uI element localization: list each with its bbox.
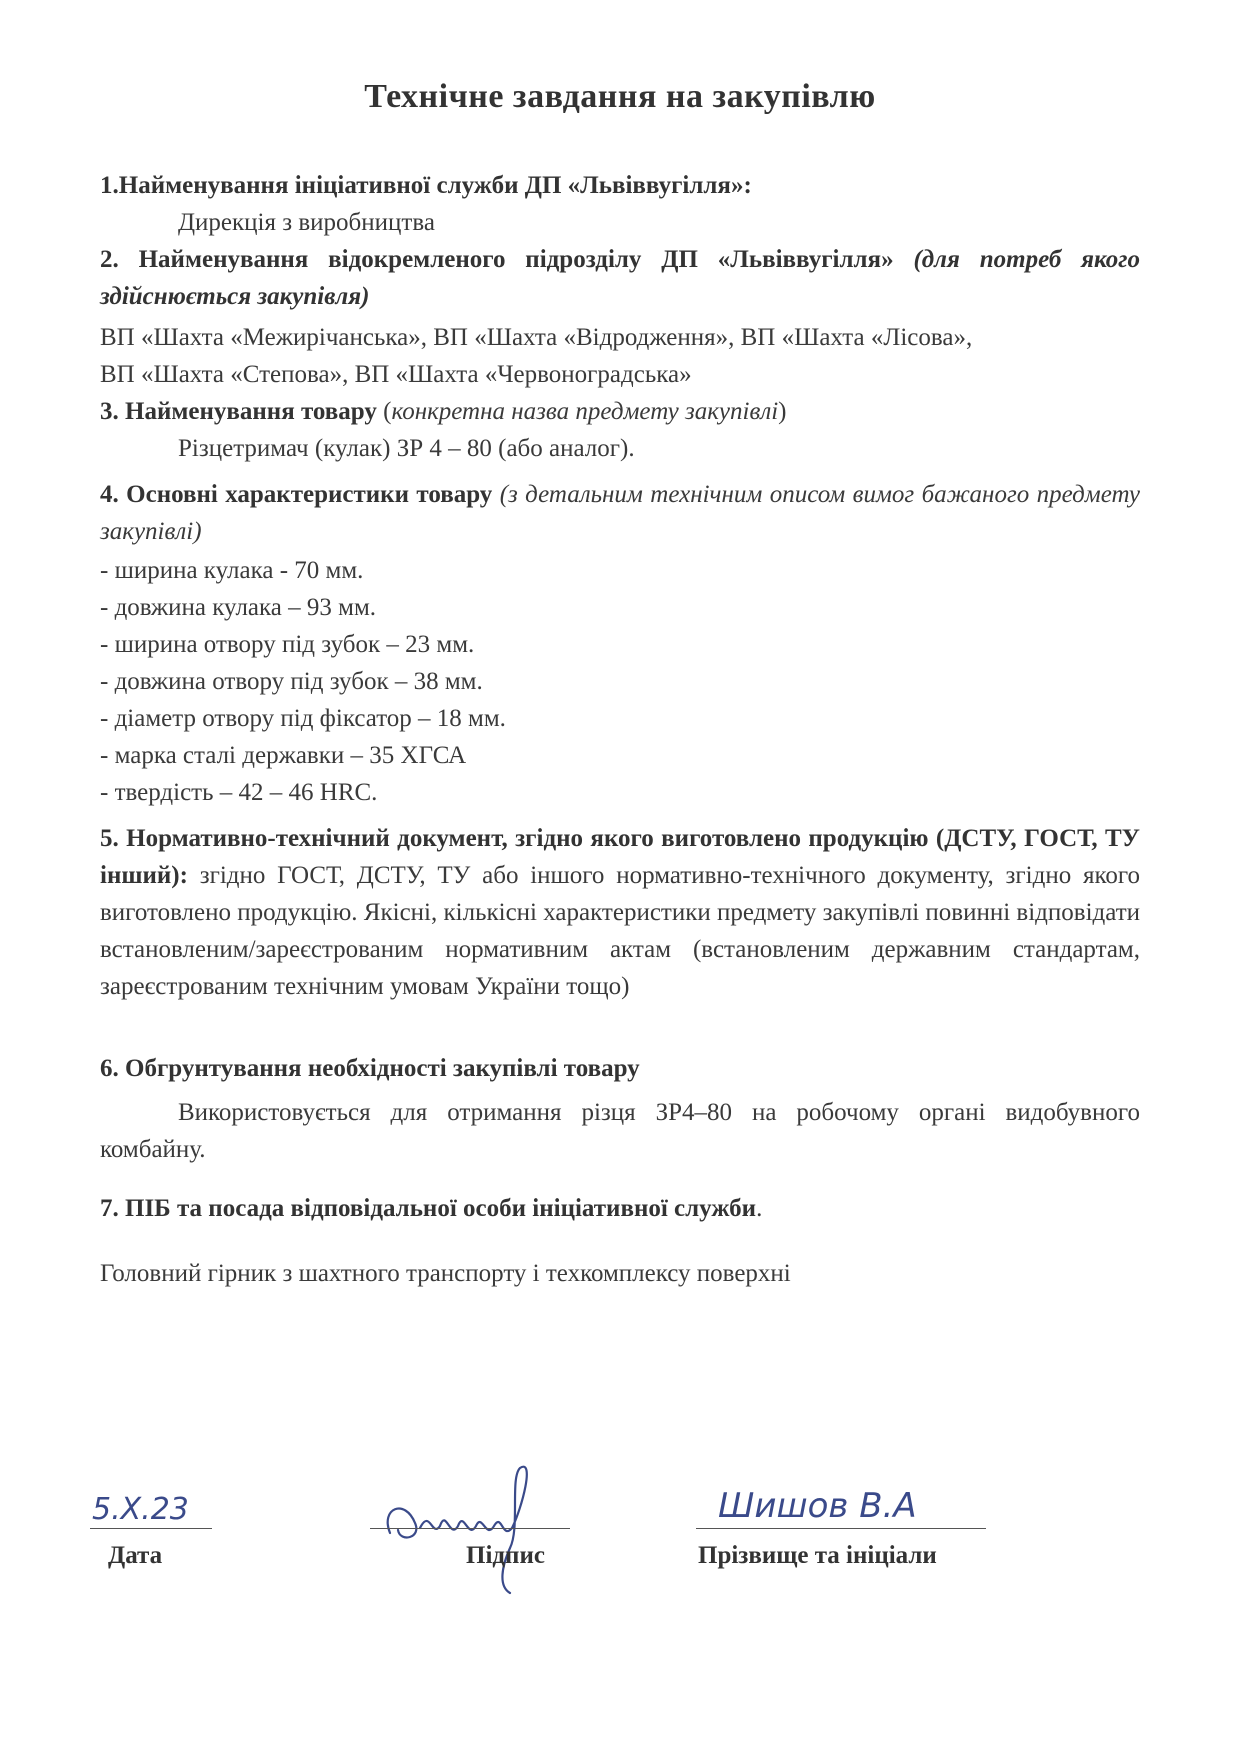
section-1 — [100, 167, 1140, 241]
section-1-heading: 1.Найменування ініціативної служби ДП «Львіввугілля»: — [100, 172, 752, 199]
date-line — [90, 1528, 212, 1529]
list-item: - марка сталі державки – 35 ХГСА — [100, 742, 467, 769]
handwritten-name: Шишов В.А — [718, 1486, 917, 1526]
signature-label: Підпис — [466, 1542, 545, 1569]
section-2-value-line-1: ВП «Шахта «Межирічанська», ВП «Шахта «Відродження», ВП «Шахта «Лісова», — [100, 324, 973, 351]
section-6-heading: 6. Обгрунтування необхідності закупівлі товару — [100, 1055, 640, 1082]
list-item: - твердість – 42 – 46 HRC. — [100, 779, 378, 806]
section-6-text: Використовується для отримання різця ЗР4–80 на робочому органі видобувного комбайну. — [100, 1099, 1140, 1163]
section-5-text: згідно ГОСТ, ДСТУ, ТУ або іншого нормативно-технічного документу, згідно якого виготовлено продукцію. Якісні, кількісні характеристики предмету закупівлі повинні відповідати встановленим/зареєстрованим нормативним актам (встановленим державним стандартам, зареєстрованим технічним умовам України тощо) — [100, 862, 1141, 1000]
list-item: - довжина отвору під зубок – 38 мм. — [100, 668, 483, 695]
section-1-value: Дирекція з виробництва — [178, 209, 435, 236]
section-5-heading: 5. Нормативно-технічний документ, згідно якого виготовлено продукцію (ДСТУ, ГОСТ, ТУ інший): — [100, 825, 1140, 889]
section-2-note: (для потреб якого здійснюється закупівля) — [100, 246, 1141, 310]
signature-line — [370, 1528, 570, 1529]
section-3-note: конкретна назва предмету закупівлі — [391, 398, 779, 425]
handwritten-signature — [370, 1435, 590, 1598]
list-item: - ширина отвору під зубок – 23 мм. — [100, 631, 475, 658]
signature-text: ВШшиц — [370, 1435, 427, 1452]
section-7 — [100, 1190, 1140, 1227]
name-line — [696, 1528, 986, 1529]
section-5 — [100, 820, 1140, 1005]
section-7-heading-dot: . — [756, 1195, 763, 1222]
section-4-heading: 4. Основні характеристики товару — [100, 481, 493, 508]
section-3-heading: 3. Найменування товару — [100, 398, 377, 425]
section-4-note: (з детальним технічним описом вимог бажаного предмету закупівлі) — [100, 481, 1140, 545]
section-3-note-close: ) — [778, 398, 787, 425]
list-item: - діаметр отвору під фіксатор – 18 мм. — [100, 705, 506, 732]
section-6 — [100, 1050, 1140, 1087]
section-3 — [100, 393, 1140, 430]
section-2-value-line-2: ВП «Шахта «Степова», ВП «Шахта «Червоноградська» — [100, 361, 692, 388]
list-item: - ширина кулака - 70 мм. — [100, 557, 364, 584]
name-label: Прізвище та ініціали — [698, 1542, 937, 1569]
list-item: - довжина кулака – 93 мм. — [100, 594, 377, 621]
section-2 — [100, 241, 1140, 315]
section-3-note-open: ( — [376, 398, 392, 425]
section-2-heading: 2. Найменування відокремленого підрозділу ДП «Львіввугілля» — [100, 246, 894, 273]
section-4 — [100, 476, 1140, 550]
handwritten-date: 5.Х.23 — [92, 1492, 189, 1527]
section-7-value: Головний гірник з шахтного транспорту і техкомплексу поверхні — [100, 1260, 791, 1287]
section-3-value: Різцетримач (кулак) ЗР 4 – 80 (або аналог). — [178, 435, 635, 462]
spec-list — [100, 552, 1140, 811]
date-label: Дата — [108, 1542, 163, 1569]
section-7-heading: 7. ПІБ та посада відповідальної особи ініціативної служби — [100, 1195, 757, 1222]
document-title: Технічне завдання на закупівлю — [364, 78, 876, 115]
